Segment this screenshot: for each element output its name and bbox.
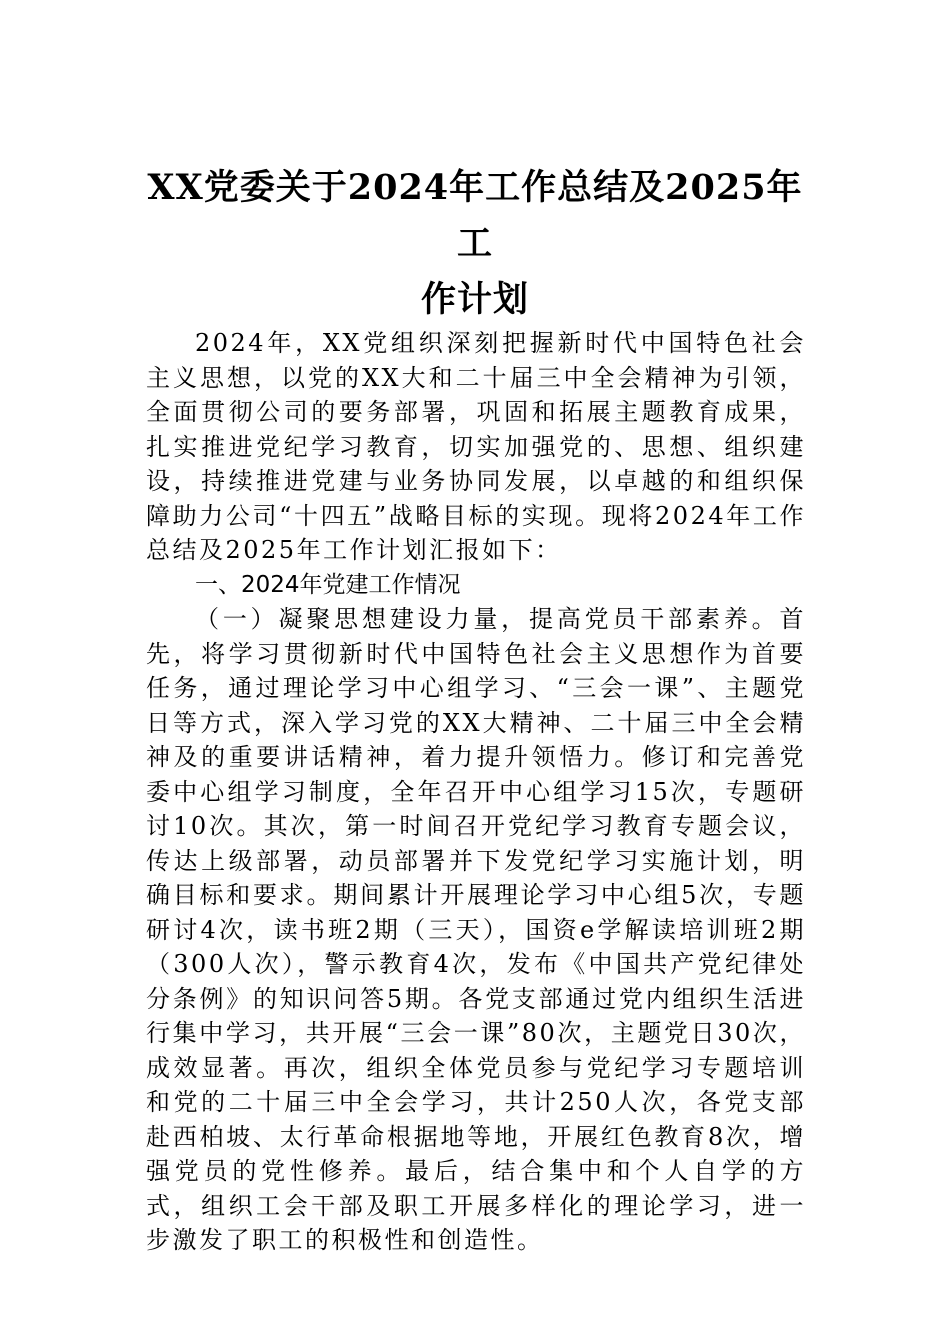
section-1-paragraph-1: （一）凝聚思想建设力量，提高党员干部素养。首先，将学习贯彻新时代中国特色社会主义思想作为首要任务，通过理论学习中心组学习、“三会一课”、主题党日等方式，深入学习党的XX大精神、二十届三中全会精神及的重要讲话精神，着力提升领悟力。修订和完善党委中心组学习制度，全年召开中心组学习15次，专题研讨10次。其次，第一时间召开党纪学习教育专题会议，传达上级部署，动员部署并下发党纪学习实施计划，明确目标和要求。期间累计开展理论学习中心组5次，专题研讨4次，读书班2期（三天），国资e学解读培训班2期（300人次），警示教育4次，发布《中国共产党纪律处分条例》的知识问答5期。各党支部通过党内组织生活进行集中学习，共开展“三会一课”80次，主题党日30次，成效显著。再次，组织全体党员参与党纪学习专题培训和党的二十届三中全会学习，共计250人次，各党支部赴西柏坡、太行革命根据地等地，开展红色教育8次，增强党员的党性修养。最后，结合集中和个人自学的方式，组织工会干部及职工开展多样化的理论学习，进一步激发了职工的积极性和创造性。 <box>146 605 806 1254</box>
intro-paragraph: 2024年，XX党组织深刻把握新时代中国特色社会主义思想，以党的XX大和二十届三中全会精神为引领，全面贯彻公司的要务部署，巩固和拓展主题教育成果，扎实推进党纪学习教育，切实加强党的、思想、组织建设，持续推进党建与业务协同发展，以卓越的和组织保障助力公司“十四五”战略目标的实现。现将2024年工作总结及2025年工作计划汇报如下： <box>146 329 806 564</box>
document-body <box>146 326 806 1258</box>
document-title-line-2: 作计划 <box>420 279 529 320</box>
section-heading-1: 一、2024年党建工作情况 <box>195 571 461 598</box>
document-title-line-1: XX党委关于2024年工作总结及2025年工 <box>147 167 803 264</box>
document-title <box>140 160 810 328</box>
